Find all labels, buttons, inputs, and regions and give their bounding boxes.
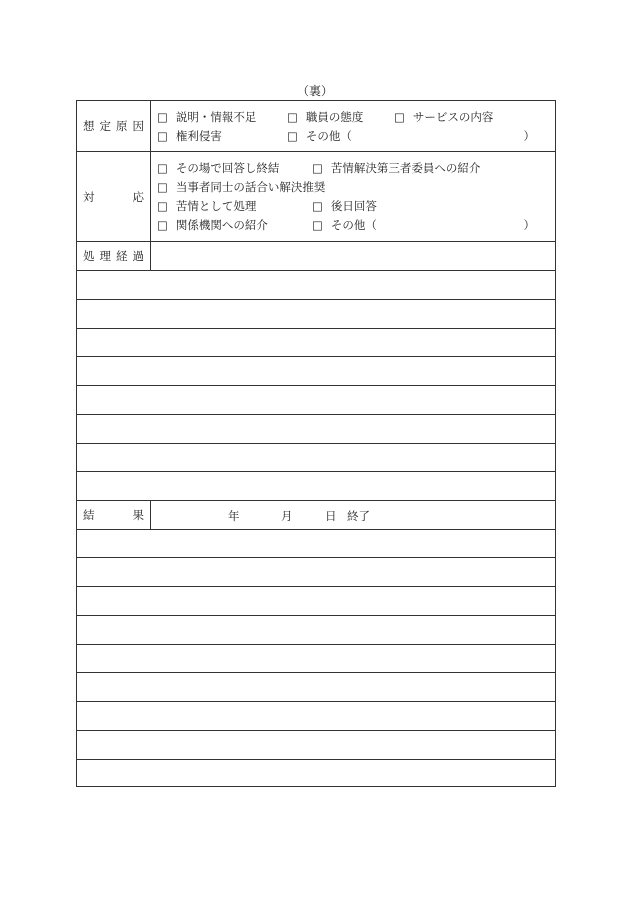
checkbox-icon[interactable]: □ [157, 110, 168, 124]
process-line[interactable] [77, 271, 555, 300]
option-label: その他（ [330, 218, 377, 232]
result-line[interactable] [77, 760, 555, 786]
end-label: 終了 [347, 509, 370, 523]
result-line[interactable] [77, 731, 555, 760]
process-line[interactable] [77, 386, 555, 415]
cause-label [77, 101, 151, 151]
response-option-immediate-answer[interactable] [157, 160, 279, 176]
cause-label-char: 想 [83, 119, 95, 133]
option-label: サービスの内容 [412, 110, 494, 124]
process-line[interactable] [77, 415, 555, 444]
cause-option-info-lack[interactable] [157, 109, 256, 125]
cause-label-char: 因 [132, 119, 144, 133]
option-label: 苦情として処理 [175, 199, 257, 213]
option-label: 権利侵害 [175, 129, 222, 143]
process-label-char: 過 [132, 249, 144, 263]
process-entry[interactable] [151, 242, 555, 270]
response-label-char: 応 [132, 189, 144, 204]
cause-option-other[interactable] [287, 128, 352, 144]
process-line[interactable] [77, 329, 555, 357]
month-label: 月 [281, 509, 293, 523]
response-option-agency-referral[interactable] [157, 217, 268, 233]
other-close-paren: ） [523, 129, 535, 143]
cause-label-char: 定 [99, 119, 111, 133]
result-line[interactable] [77, 530, 555, 558]
option-label: 当事者同士の話合い解決推奨 [175, 180, 326, 194]
response-label-char: 対 [83, 189, 95, 204]
cause-option-staff-attitude[interactable] [287, 109, 363, 125]
result-date[interactable] [151, 501, 555, 529]
result-line[interactable] [77, 587, 555, 616]
result-line[interactable] [77, 702, 555, 731]
cause-option-rights-violation[interactable] [157, 128, 222, 144]
result-line[interactable] [77, 616, 555, 645]
response-option-other[interactable] [312, 217, 377, 233]
checkbox-icon[interactable]: □ [312, 199, 323, 213]
page-title: （裏） [296, 84, 333, 98]
other-close-paren: ） [523, 218, 535, 232]
checkbox-icon[interactable]: □ [312, 161, 323, 175]
process-line[interactable] [77, 472, 555, 501]
response-label [77, 152, 151, 241]
result-line[interactable] [77, 645, 555, 673]
process-line[interactable] [77, 357, 555, 386]
option-label: 職員の態度 [305, 110, 364, 124]
process-label-char: 経 [116, 249, 128, 263]
process-line[interactable] [77, 444, 555, 472]
checkbox-icon[interactable]: □ [157, 199, 168, 213]
day-label: 日 [325, 509, 337, 523]
year-label: 年 [228, 509, 240, 523]
process-line[interactable] [77, 300, 555, 329]
response-option-later-answer[interactable] [312, 198, 377, 214]
response-row [77, 152, 555, 242]
cause-label-char: 原 [116, 119, 128, 133]
process-label [77, 242, 151, 270]
process-label-char: 理 [99, 249, 111, 263]
option-label: その他（ [305, 129, 352, 143]
checkbox-icon[interactable]: □ [287, 129, 298, 143]
response-option-third-party-referral[interactable] [312, 160, 480, 176]
checkbox-icon[interactable]: □ [157, 180, 168, 194]
process-row [77, 242, 555, 271]
cause-options [151, 101, 555, 151]
option-label: 後日回答 [330, 199, 377, 213]
response-option-mutual-resolution[interactable] [157, 179, 325, 195]
complaint-form-back [76, 100, 556, 787]
checkbox-icon[interactable]: □ [312, 218, 323, 232]
option-label: 関係機関への紹介 [175, 218, 268, 232]
checkbox-icon[interactable]: □ [394, 110, 405, 124]
process-label-char: 処 [83, 249, 95, 263]
cause-row [77, 101, 555, 152]
checkbox-icon[interactable]: □ [157, 218, 168, 232]
option-label: 苦情解決第三者委員への紹介 [330, 161, 481, 175]
result-line[interactable] [77, 673, 555, 702]
checkbox-icon[interactable]: □ [287, 110, 298, 124]
result-label-char: 果 [132, 508, 144, 522]
response-options [151, 152, 555, 241]
result-line[interactable] [77, 558, 555, 587]
checkbox-icon[interactable]: □ [157, 129, 168, 143]
result-label [77, 501, 151, 529]
result-label-char: 結 [83, 508, 95, 522]
checkbox-icon[interactable]: □ [157, 161, 168, 175]
result-row [77, 501, 555, 530]
option-label: 説明・情報不足 [175, 110, 257, 124]
cause-option-service-content[interactable] [394, 109, 493, 125]
option-label: その場で回答し終結 [175, 161, 280, 175]
response-option-handle-as-complaint[interactable] [157, 198, 256, 214]
